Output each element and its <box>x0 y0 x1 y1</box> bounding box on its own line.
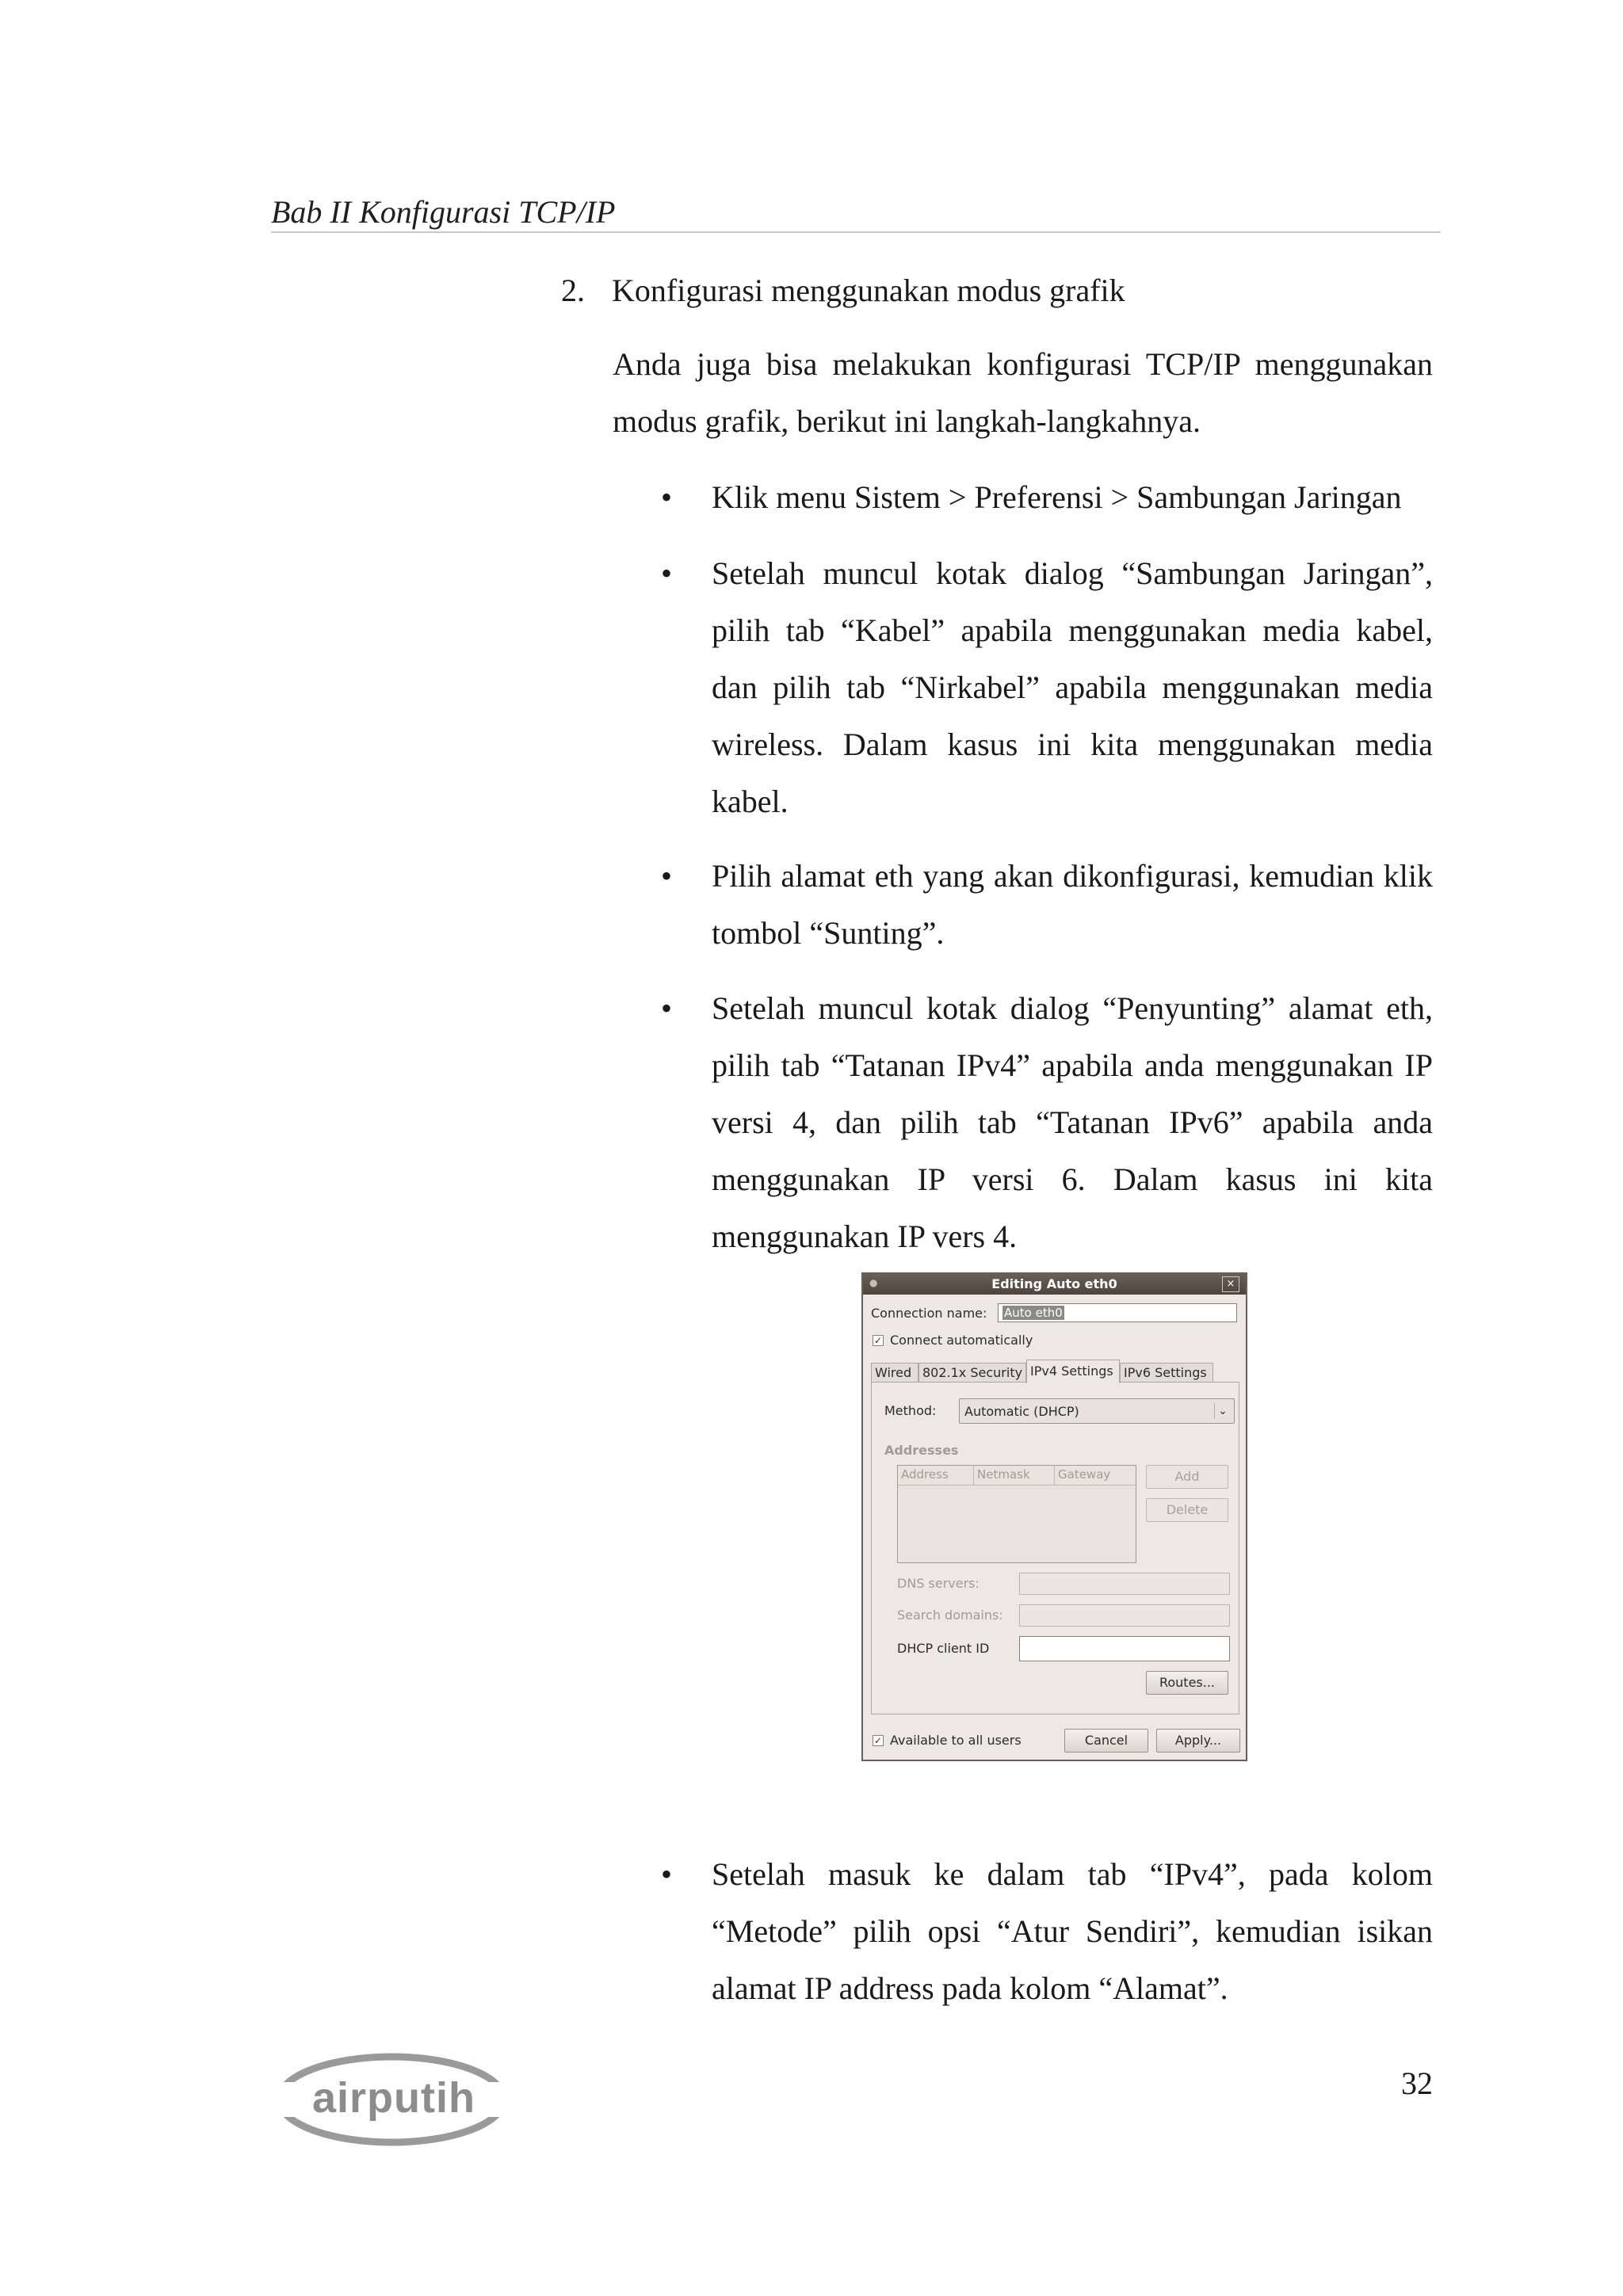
method-select[interactable] <box>959 1398 1235 1424</box>
cancel-button[interactable]: Cancel <box>1064 1729 1148 1753</box>
chevron-down-icon: ⌄ <box>1214 1403 1231 1419</box>
airputih-logo-graphic <box>271 2044 517 2155</box>
ipv4-settings-panel <box>871 1382 1239 1714</box>
connect-automatically-label: Connect automatically <box>890 1333 1033 1348</box>
tab-wired[interactable]: Wired <box>871 1363 918 1382</box>
list-item-text: Pilih alamat eth yang akan dikonfigurasi, kemudian klik tombol “Sunting”. <box>712 858 1433 951</box>
page-number: 32 <box>1401 2065 1433 2101</box>
dns-servers-label: DNS servers: <box>897 1576 980 1591</box>
connection-name-label: Connection name: <box>871 1306 987 1321</box>
editing-connection-dialog <box>861 1272 1247 1761</box>
available-to-all-users-label: Available to all users <box>890 1733 1022 1748</box>
apply-button[interactable]: Apply... <box>1156 1729 1240 1753</box>
list-item-text: Setelah muncul kotak dialog “Sambungan Jaringan”, pilih tab “Kabel” apabila menggunakan media kabel, dan pilih tab “Nirkabel” apabila menggunakan media wireless. Dalam kasus ini kita menggunakan media kabel. <box>712 555 1433 819</box>
header-title: Bab II Konfigurasi TCP/IP <box>271 194 616 230</box>
search-domains-input[interactable] <box>1019 1604 1230 1627</box>
page-header <box>271 193 1441 233</box>
connection-name-value: Auto eth0 <box>1004 1306 1063 1320</box>
dialog-title: Editing Auto eth0 <box>991 1276 1117 1291</box>
connection-name-input[interactable] <box>998 1303 1237 1322</box>
delete-button[interactable]: Delete <box>1146 1498 1228 1522</box>
dhcp-client-id-label: DHCP client ID <box>897 1641 990 1656</box>
section-number: 2. <box>561 273 585 308</box>
section-heading <box>561 268 1125 314</box>
bullet-marker: • <box>661 555 673 591</box>
dialog-titlebar <box>863 1274 1246 1295</box>
bullet-marker: • <box>661 990 673 1026</box>
dns-servers-input[interactable] <box>1019 1573 1230 1595</box>
close-icon[interactable]: × <box>1222 1276 1239 1292</box>
connect-automatically-checkbox[interactable]: ✓ <box>873 1335 883 1346</box>
bullet-marker: • <box>661 479 673 515</box>
bullet-marker: • <box>661 858 673 894</box>
airputih-logo <box>271 2044 517 2155</box>
tab-ipv4-settings[interactable]: IPv4 Settings <box>1026 1360 1120 1383</box>
list-item-text: Klik menu Sistem > Preferensi > Sambungan Jaringan <box>712 479 1402 515</box>
window-menu-icon[interactable]: ● <box>869 1277 878 1288</box>
list-item-text: Setelah muncul kotak dialog “Penyunting” alamat eth, pilih tab “Tatanan IPv4” apabila anda menggunakan IP versi 4, dan pilih tab “Tatanan IPv6” apabila anda menggunakan IP versi 6. Dalam kasus ini kita menggunakan IP vers 4. <box>712 990 1433 1254</box>
tab-8021x-security[interactable]: 802.1x Security <box>918 1363 1026 1382</box>
add-button[interactable]: Add <box>1146 1465 1228 1489</box>
list-item-text: Setelah masuk ke dalam tab “IPv4”, pada kolom “Metode” pilih opsi “Atur Sendiri”, kemudian isikan alamat IP address pada kolom “Alamat”. <box>712 1856 1433 2006</box>
search-domains-label: Search domains: <box>897 1608 1003 1623</box>
method-select-value: Automatic (DHCP) <box>964 1404 1079 1419</box>
column-header-gateway[interactable]: Gateway <box>1058 1467 1111 1482</box>
bullet-marker: • <box>661 1856 673 1892</box>
logo-wordmark: airputih <box>312 2074 475 2122</box>
addresses-table-header <box>898 1466 1136 1486</box>
method-label: Method: <box>884 1403 937 1418</box>
tab-ipv6-settings[interactable]: IPv6 Settings <box>1120 1363 1213 1382</box>
section-title: Konfigurasi menggunakan modus grafik <box>612 273 1125 308</box>
routes-button[interactable]: Routes... <box>1146 1671 1228 1695</box>
available-to-all-users-checkbox[interactable]: ✓ <box>873 1735 883 1746</box>
addresses-heading: Addresses <box>884 1443 959 1458</box>
dhcp-client-id-input[interactable] <box>1019 1636 1230 1661</box>
column-header-netmask[interactable]: Netmask <box>974 1466 1055 1485</box>
column-header-address[interactable]: Address <box>898 1466 974 1485</box>
addresses-table[interactable] <box>897 1465 1136 1563</box>
intro-paragraph: Anda juga bisa melakukan konfigurasi TCP/IP menggunakan modus grafik, berikut ini langkah-langkahnya. <box>613 346 1433 439</box>
